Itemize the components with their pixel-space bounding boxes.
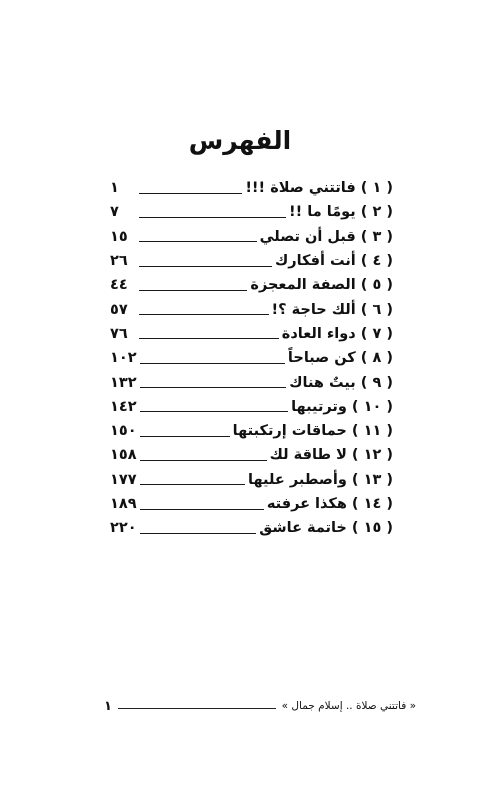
- dotted-leader-line: [140, 401, 289, 412]
- toc-row: [110, 249, 393, 273]
- dotted-leader-line: [140, 353, 285, 364]
- toc-entry-page: ١٣٢: [110, 374, 137, 391]
- dotted-leader-line: [139, 207, 286, 218]
- toc-entry-label: ( ٩ ) بيتٌ هناك: [289, 374, 393, 391]
- toc-entry-page: ٧٦: [110, 325, 128, 342]
- toc-entry-label: ( ٦ ) ألك حاجة ؟!: [271, 301, 393, 318]
- toc-row: [110, 273, 393, 297]
- dotted-leader-line: [139, 328, 279, 339]
- toc-entry-label: ( ١٤ ) هكذا عرفته: [266, 496, 393, 512]
- toc-entry-page: ١٧٧: [110, 471, 137, 488]
- toc-entry-label: ( ١٠ ) وترتيبها: [291, 398, 393, 415]
- dotted-leader-line: [140, 426, 230, 437]
- toc-entry-label: ( ٤ ) أنت أفكارك: [274, 253, 393, 270]
- toc-title: الفهرس: [188, 126, 292, 155]
- toc-entry-label: ( ٣ ) قبل أن تصلي: [259, 228, 393, 245]
- toc-entry-page: ١٥٠: [110, 423, 137, 440]
- dotted-leader-line: [139, 256, 272, 267]
- dotted-leader-line: [139, 280, 247, 291]
- toc-row: [110, 297, 393, 321]
- toc-entry-page: ١٤٢: [110, 398, 137, 415]
- toc-entry-page: ١٥٨: [110, 447, 137, 464]
- toc-entry-label: ( ٥ ) الصفة المعجزة: [250, 277, 393, 294]
- dotted-leader-line: [140, 450, 267, 461]
- toc-entry-page: ١٨٩: [110, 496, 137, 512]
- table-of-contents: [110, 176, 393, 540]
- toc-row: [110, 176, 393, 200]
- dotted-leader-line: [140, 523, 257, 534]
- page-footer: [104, 696, 416, 716]
- toc-entry-label: ( ١٥ ) خاتمة عاشق: [259, 520, 393, 537]
- dotted-leader-line: [139, 183, 242, 194]
- toc-row: [110, 419, 393, 443]
- toc-entry-label: ( ١١ ) حماقات إرتكبتها: [232, 423, 393, 440]
- toc-row: [110, 468, 393, 492]
- dotted-leader-line: [139, 231, 257, 242]
- toc-row: [110, 322, 393, 346]
- toc-entry-page: ١٠٢: [110, 350, 137, 367]
- footer-running-title: « فاتتني صلاة .. إسلام جمال »: [281, 700, 416, 712]
- toc-row: [110, 492, 393, 516]
- toc-entry-label: ( ١ ) فاتتني صلاة !!!: [245, 180, 393, 197]
- toc-row: [110, 346, 393, 370]
- toc-entry-page: ٢٢٠: [110, 520, 137, 537]
- dotted-leader-line: [140, 377, 287, 388]
- toc-entry-label: ( ٧ ) دواء العادة: [281, 325, 393, 342]
- dotted-leader-line: [139, 304, 269, 315]
- footer-rule: [118, 704, 276, 709]
- toc-entry-label: ( ١٢ ) لا طاقة لك: [269, 447, 393, 464]
- toc-row: [110, 225, 393, 249]
- dotted-leader-line: [140, 499, 264, 510]
- toc-entry-label: ( ١٣ ) وأصطبر عليها: [248, 471, 393, 488]
- toc-entry-label: ( ٢ ) يومًا ما !!: [289, 204, 393, 221]
- toc-entry-page: ١: [110, 180, 119, 197]
- toc-entry-page: ١٥: [110, 228, 128, 245]
- toc-row: [110, 200, 393, 224]
- toc-row: [110, 370, 393, 394]
- dotted-leader-line: [140, 474, 245, 485]
- toc-entry-page: ٤٤: [110, 277, 128, 294]
- toc-row: [110, 443, 393, 467]
- toc-row: [110, 516, 393, 540]
- toc-entry-page: ٢٦: [110, 253, 128, 270]
- toc-entry-page: ٥٧: [110, 301, 128, 318]
- toc-row: [110, 395, 393, 419]
- toc-entry-label: ( ٨ ) كن صباحاً: [287, 350, 393, 367]
- toc-entry-page: ٧: [110, 204, 119, 221]
- footer-page-number: ١: [104, 698, 112, 714]
